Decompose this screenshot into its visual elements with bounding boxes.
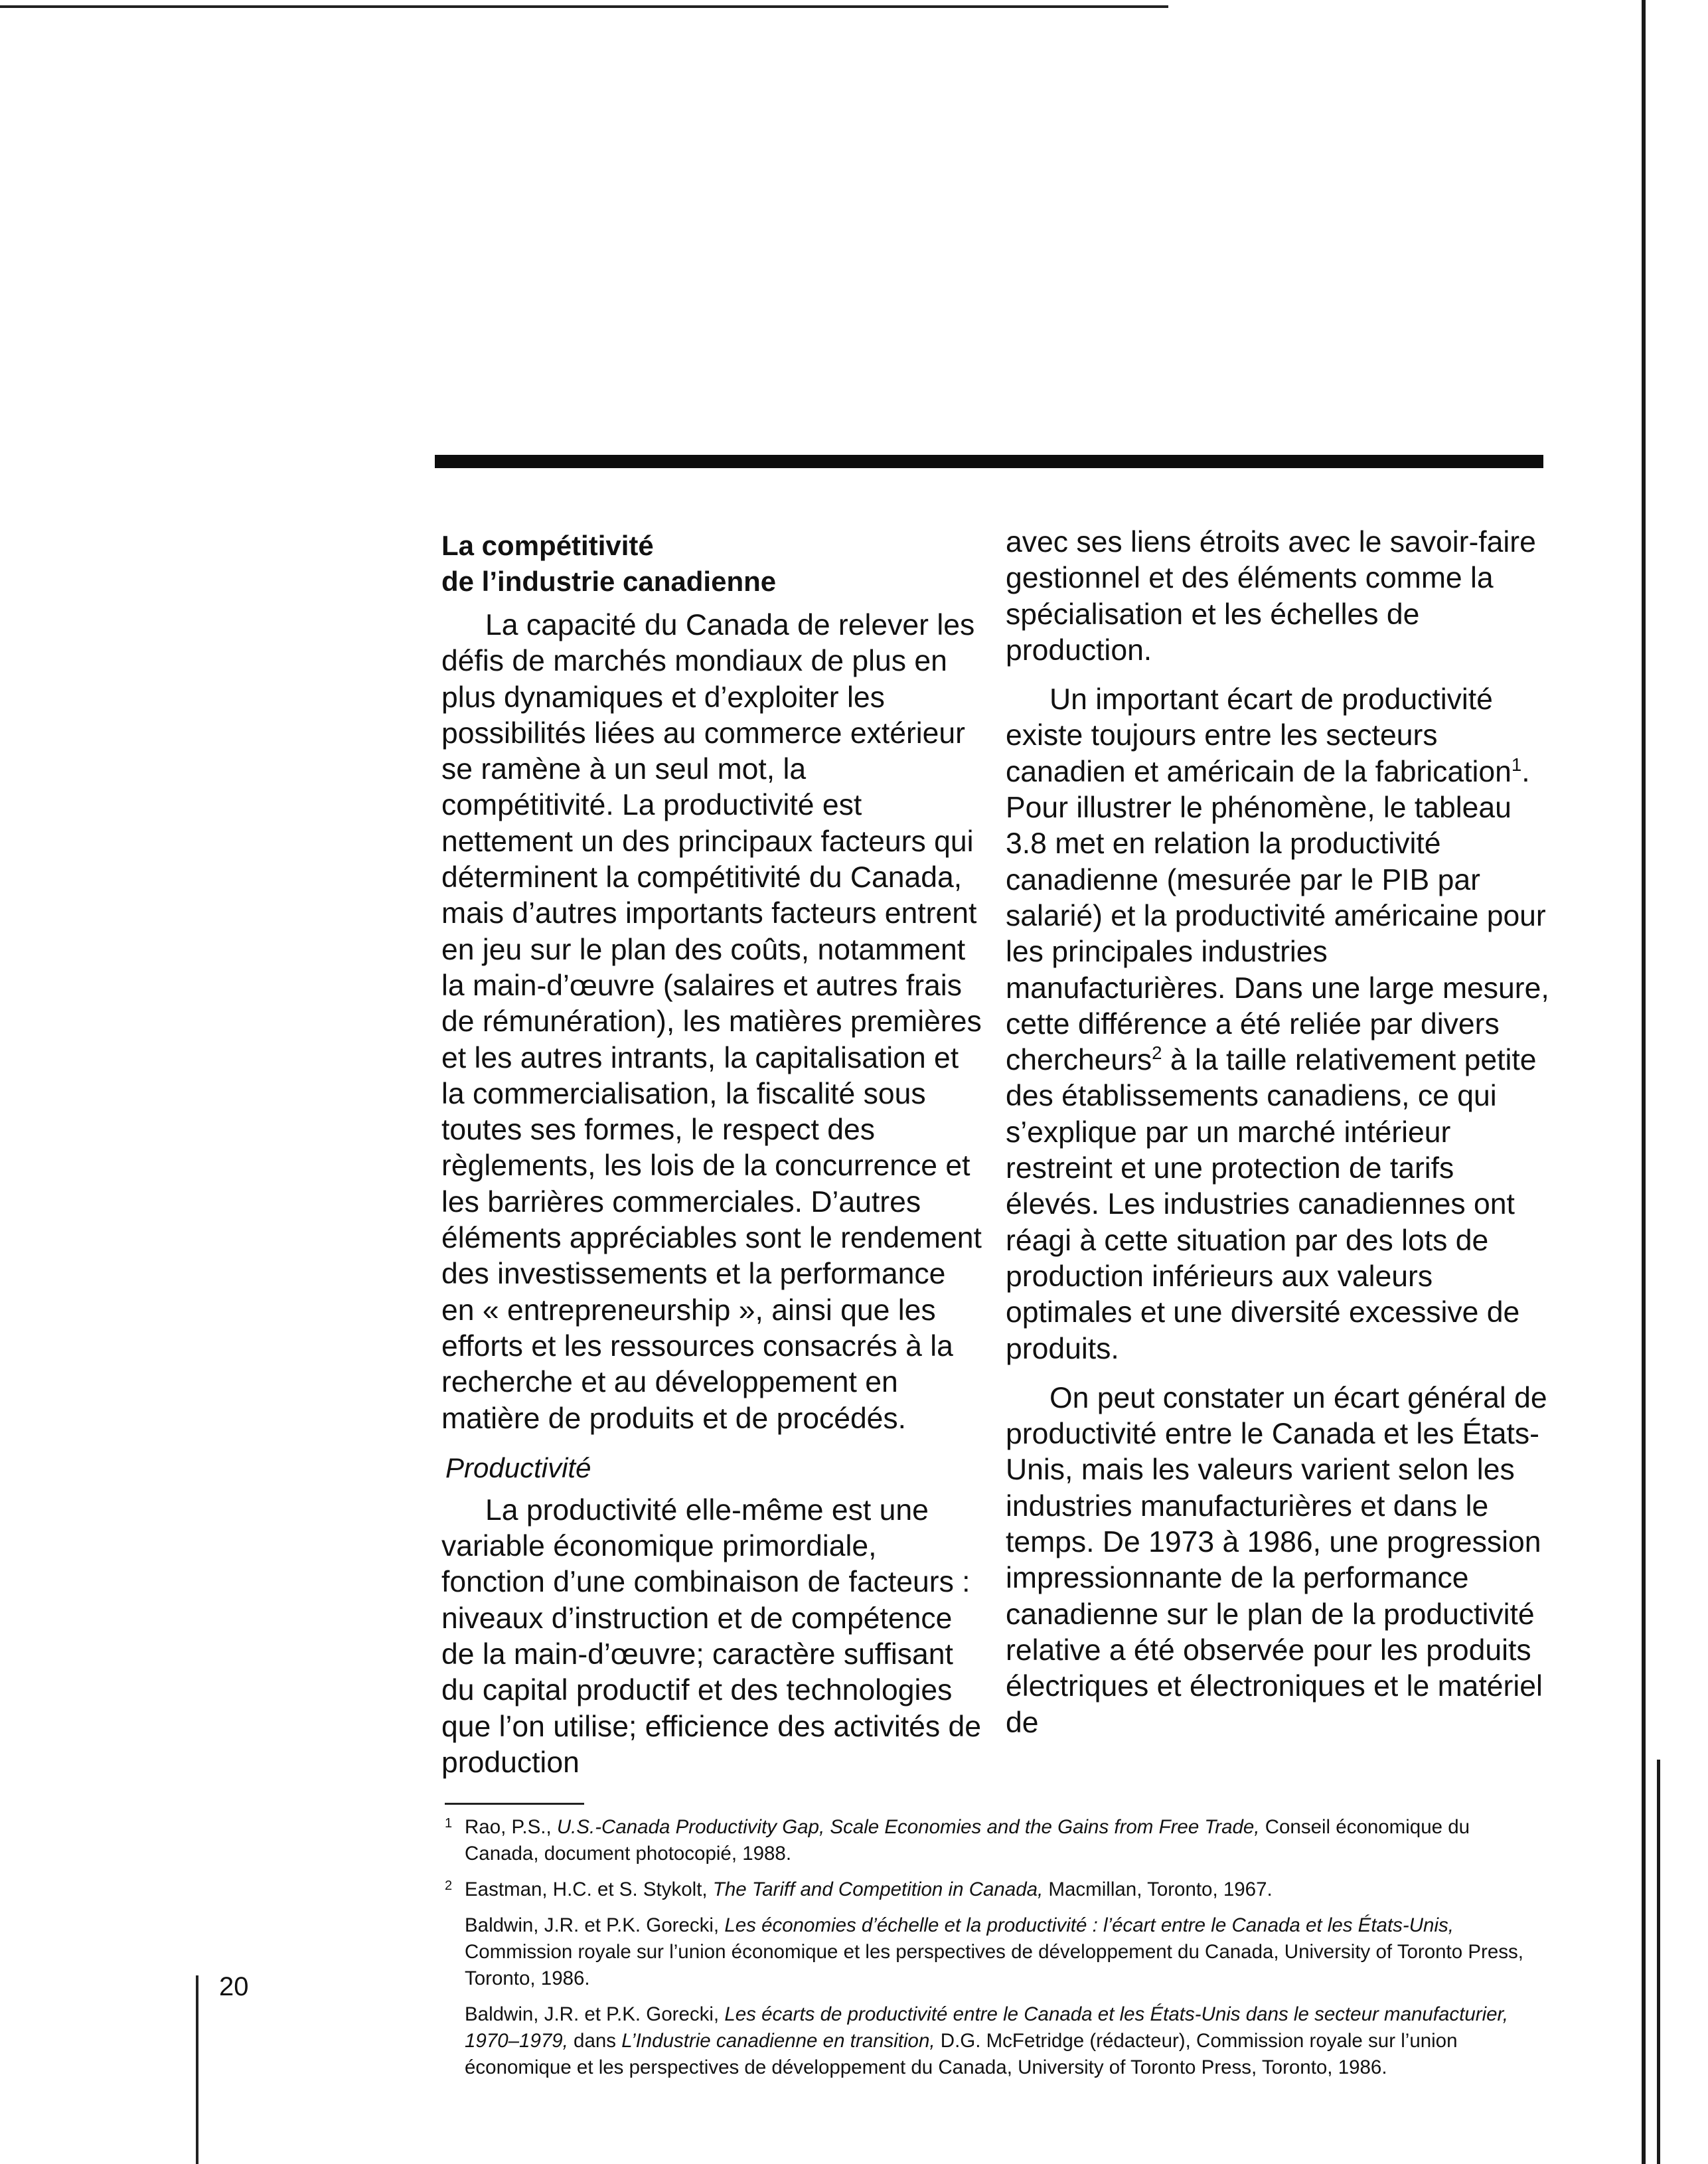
footnote-author: Eastman, H.C. et S. Stykolt, bbox=[465, 1878, 713, 1900]
footnotes bbox=[445, 1814, 1533, 2090]
footnote-author: Baldwin, J.R. et P.K. Gorecki, bbox=[465, 2003, 725, 2025]
footnote-title-2: L’Industrie canadienne en transition, bbox=[621, 2030, 935, 2052]
paragraph-productivity: La productivité elle-même est une variable économique primordiale, fonction d’une combinaison de facteurs : niveaux d’instruction et de compétence de la main-d’œuvre; caractère suffisant du capital productif et des technologies que l’on utilise; efficience des activités de production bbox=[441, 1493, 982, 1779]
footnote-ref-2: 2 bbox=[1152, 1042, 1162, 1064]
header-rule bbox=[435, 455, 1543, 468]
footnote-mark: 2 bbox=[445, 1878, 453, 1893]
footnote-mark: 1 bbox=[445, 1816, 453, 1831]
footnote-rule bbox=[445, 1803, 584, 1805]
subhead-productivity: Productivité bbox=[445, 1452, 591, 1483]
text-segment: Un important écart de productivité existe toujours entre les secteurs canadien et américain de la fabrication bbox=[1006, 683, 1512, 788]
footnote-title: The Tariff and Competition in Canada, bbox=[712, 1878, 1044, 1900]
section-title-line2: de l’industrie canadienne bbox=[441, 566, 777, 597]
footnote-ref-1: 1 bbox=[1511, 754, 1522, 775]
footnote-rest: Commission royale sur l’union économique et les perspectives de développement du Canada, University of Toronto Press, Toronto, 1986. bbox=[465, 1941, 1523, 1989]
footnote-connector: dans bbox=[568, 2030, 622, 2052]
left-column bbox=[441, 528, 986, 1794]
footnote-2 bbox=[445, 1876, 1533, 1903]
text-segment: à la taille relativement petite des établissements canadiens, ce qui s’explique par un marché intérieur restreint et une protection de tarifs élevés. Les industries canadiennes ont réagi à cette situation par des lots de production inférieurs aux valeurs optimales et une diversité excessive de produits. bbox=[1006, 1044, 1537, 1365]
footnote-rest: Conseil économique du Canada, document photocopié, 1988. bbox=[465, 1816, 1470, 1865]
scan-right-edge-secondary bbox=[1657, 1760, 1660, 2164]
footnote-rest: D.G. McFetridge (rédacteur), Commission royale sur l’union économique et les perspectives de développement du Canada, University of Toronto Press, Toronto, 1986. bbox=[465, 2030, 1458, 2078]
scan-top-edge bbox=[0, 5, 1168, 8]
right-column bbox=[1006, 525, 1550, 1754]
section-title-line1: La compétitivité bbox=[441, 530, 654, 561]
footnote-1 bbox=[445, 1814, 1533, 1867]
footnote-rest: Macmillan, Toronto, 1967. bbox=[1043, 1878, 1273, 1900]
page-margin-bar bbox=[196, 1975, 198, 2164]
footnote-2b bbox=[445, 1912, 1533, 1992]
footnote-title: Les économies d’échelle et la productivité : l’écart entre le Canada et les États-Unis, bbox=[724, 1914, 1454, 1936]
footnote-2c bbox=[445, 2001, 1533, 2081]
paragraph-general-gap: On peut constater un écart général de productivité entre le Canada et les États-Unis, mais les valeurs varient selon les industries manufacturières et dans le temps. De 1973 à 1986, une progression impressionnante de la performance canadienne sur le plan de la productivité relative a été observée pour les produits électriques et électroniques et le matériel de bbox=[1006, 1381, 1547, 1739]
footnote-title: U.S.-Canada Productivity Gap, Scale Economies and the Gains from Free Trade, bbox=[556, 1816, 1260, 1838]
footnote-title: Les écarts de productivité entre le Canada et les États-Unis dans le secteur manufacturier, 1970–1979, bbox=[465, 2003, 1508, 2052]
paragraph-competitiveness: La capacité du Canada de relever les défis de marchés mondiaux de plus en plus dynamiques et d’exploiter les possibilités liées au commerce extérieur se ramène à un seul mot, la compétitivité. La productivité est nettement un des principaux facteurs qui déterminent la compétitivité du Canada, mais d’autres importants facteurs entrent en jeu sur le plan des coûts, notamment la main-d’œuvre (salaires et autres frais de rémunération), les matières premières et les autres intrants, la capitalisation et la commercialisation, la fiscalité sous toutes ses formes, le respect des règlements, les lois de la concurrence et les barrières commerciales. D’autres éléments appréciables sont le rendement des investissements et la performance en « entrepreneurship », ainsi que les efforts et les ressources consacrés à la recherche et au développement en matière de produits et de procédés. bbox=[441, 609, 982, 1435]
section-title bbox=[441, 528, 986, 600]
footnote-author: Rao, P.S., bbox=[465, 1816, 557, 1838]
paragraph-continued: avec ses liens étroits avec le savoir-faire gestionnel et des éléments comme la spécialisation et les échelles de production. bbox=[1006, 526, 1536, 667]
text-segment: . Pour illustrer le phénomène, le tableau 3.8 met en relation la productivité canadienne (mesurée par le PIB par salarié) et la productivité américaine pour les principales industries manufacturières. Dans une large mesure, cette différence a été reliée par divers chercheurs bbox=[1006, 755, 1549, 1077]
paragraph-productivity-gap bbox=[1006, 682, 1550, 1367]
footnote-author: Baldwin, J.R. et P.K. Gorecki, bbox=[465, 1914, 725, 1936]
scan-right-edge bbox=[1642, 0, 1646, 2164]
page-number: 20 bbox=[219, 1972, 249, 2001]
